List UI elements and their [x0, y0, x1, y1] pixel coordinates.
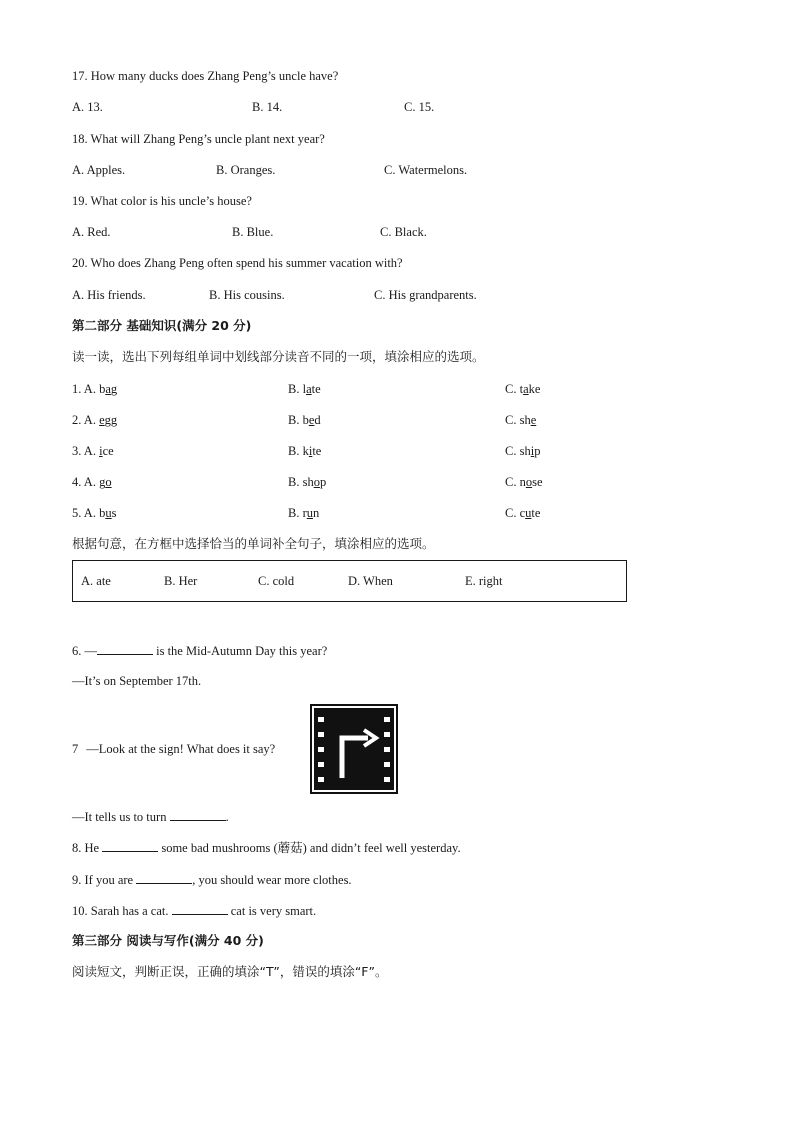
question-17: 17. How many ducks does Zhang Peng’s uncle have?	[72, 69, 339, 83]
phonics-option-b: B. run	[288, 506, 320, 520]
word-bank-option: A. ate	[81, 574, 111, 588]
phonics-option-b: B. shop	[288, 475, 327, 489]
answer-blank[interactable]	[102, 839, 158, 852]
phonics-option-c: C. cute	[505, 506, 541, 520]
q19-option-a: A. Red.	[72, 225, 111, 239]
part3-instruction: 阅读短文，判断正误，正确的填涂“T”，错误的填涂“F”。	[72, 964, 388, 979]
phonics-option-c: C. nose	[505, 475, 543, 489]
answer-blank[interactable]	[170, 808, 226, 821]
q17-option-a: A. 13.	[72, 100, 103, 114]
q18-option-b: B. Oranges.	[216, 163, 276, 177]
turn-right-arrow-icon	[310, 704, 398, 794]
part3-title: 第三部分 阅读与写作(满分 40 分)	[72, 933, 264, 948]
turn-right-sign-image	[310, 704, 398, 794]
answer-blank[interactable]	[172, 902, 228, 915]
part2-instruction-phonics: 读一读，选出下列每组单词中划线部分读音不同的一项，填涂相应的选项。	[72, 349, 485, 364]
question-10: 10. Sarah has a cat. cat is very smart.	[72, 904, 317, 918]
question-9: 9. If you are , you should wear more clothes.	[72, 873, 352, 887]
answer-blank[interactable]	[97, 642, 153, 655]
q20-option-b: B. His cousins.	[209, 288, 285, 302]
q20-option-a: A. His friends.	[72, 288, 146, 302]
phonics-option-c: C. she	[505, 413, 537, 427]
answer-blank[interactable]	[136, 871, 192, 884]
word-bank-option: B. Her	[164, 574, 198, 588]
q19-option-c: C. Black.	[380, 225, 427, 239]
phonics-option-a: 3. A. ice	[72, 444, 114, 458]
question-8: 8. He some bad mushrooms (蘑菇) and didn’t feel well yesterday.	[72, 841, 461, 855]
question-20: 20. Who does Zhang Peng often spend his summer vacation with?	[72, 256, 403, 270]
question-7-line1: 7 —Look at the sign! What does it say?	[72, 742, 276, 756]
word-bank-box	[72, 560, 627, 602]
phonics-option-a: 2. A. egg	[72, 413, 118, 427]
word-bank-option: C. cold	[258, 574, 295, 588]
phonics-option-b: B. late	[288, 382, 321, 396]
question-7-line2: —It tells us to turn .	[72, 810, 229, 824]
phonics-option-a: 5. A. bus	[72, 506, 117, 520]
q18-option-a: A. Apples.	[72, 163, 126, 177]
question-19: 19. What color is his uncle’s house?	[72, 194, 252, 208]
word-bank-option: D. When	[348, 574, 393, 588]
word-bank-option: E. right	[465, 574, 503, 588]
q19-option-b: B. Blue.	[232, 225, 274, 239]
phonics-option-c: C. ship	[505, 444, 541, 458]
phonics-option-b: B. kite	[288, 444, 322, 458]
phonics-option-a: 4. A. go	[72, 475, 112, 489]
part2-title: 第二部分 基础知识(满分 20 分)	[72, 318, 252, 333]
q20-option-c: C. His grandparents.	[374, 288, 477, 302]
q18-option-c: C. Watermelons.	[384, 163, 468, 177]
question-6-line1: 6. — is the Mid-Autumn Day this year?	[72, 644, 328, 658]
question-18: 18. What will Zhang Peng’s uncle plant next year?	[72, 132, 325, 146]
phonics-option-a: 1. A. bag	[72, 382, 118, 396]
q17-option-c: C. 15.	[404, 100, 435, 114]
part2-instruction-fill: 根据句意，在方框中选择恰当的单词补全句子，填涂相应的选项。	[72, 536, 435, 551]
phonics-option-c: C. take	[505, 382, 541, 396]
question-6-line2: —It’s on September 17th.	[72, 674, 202, 688]
phonics-option-b: B. bed	[288, 413, 321, 427]
q17-option-b: B. 14.	[252, 100, 283, 114]
